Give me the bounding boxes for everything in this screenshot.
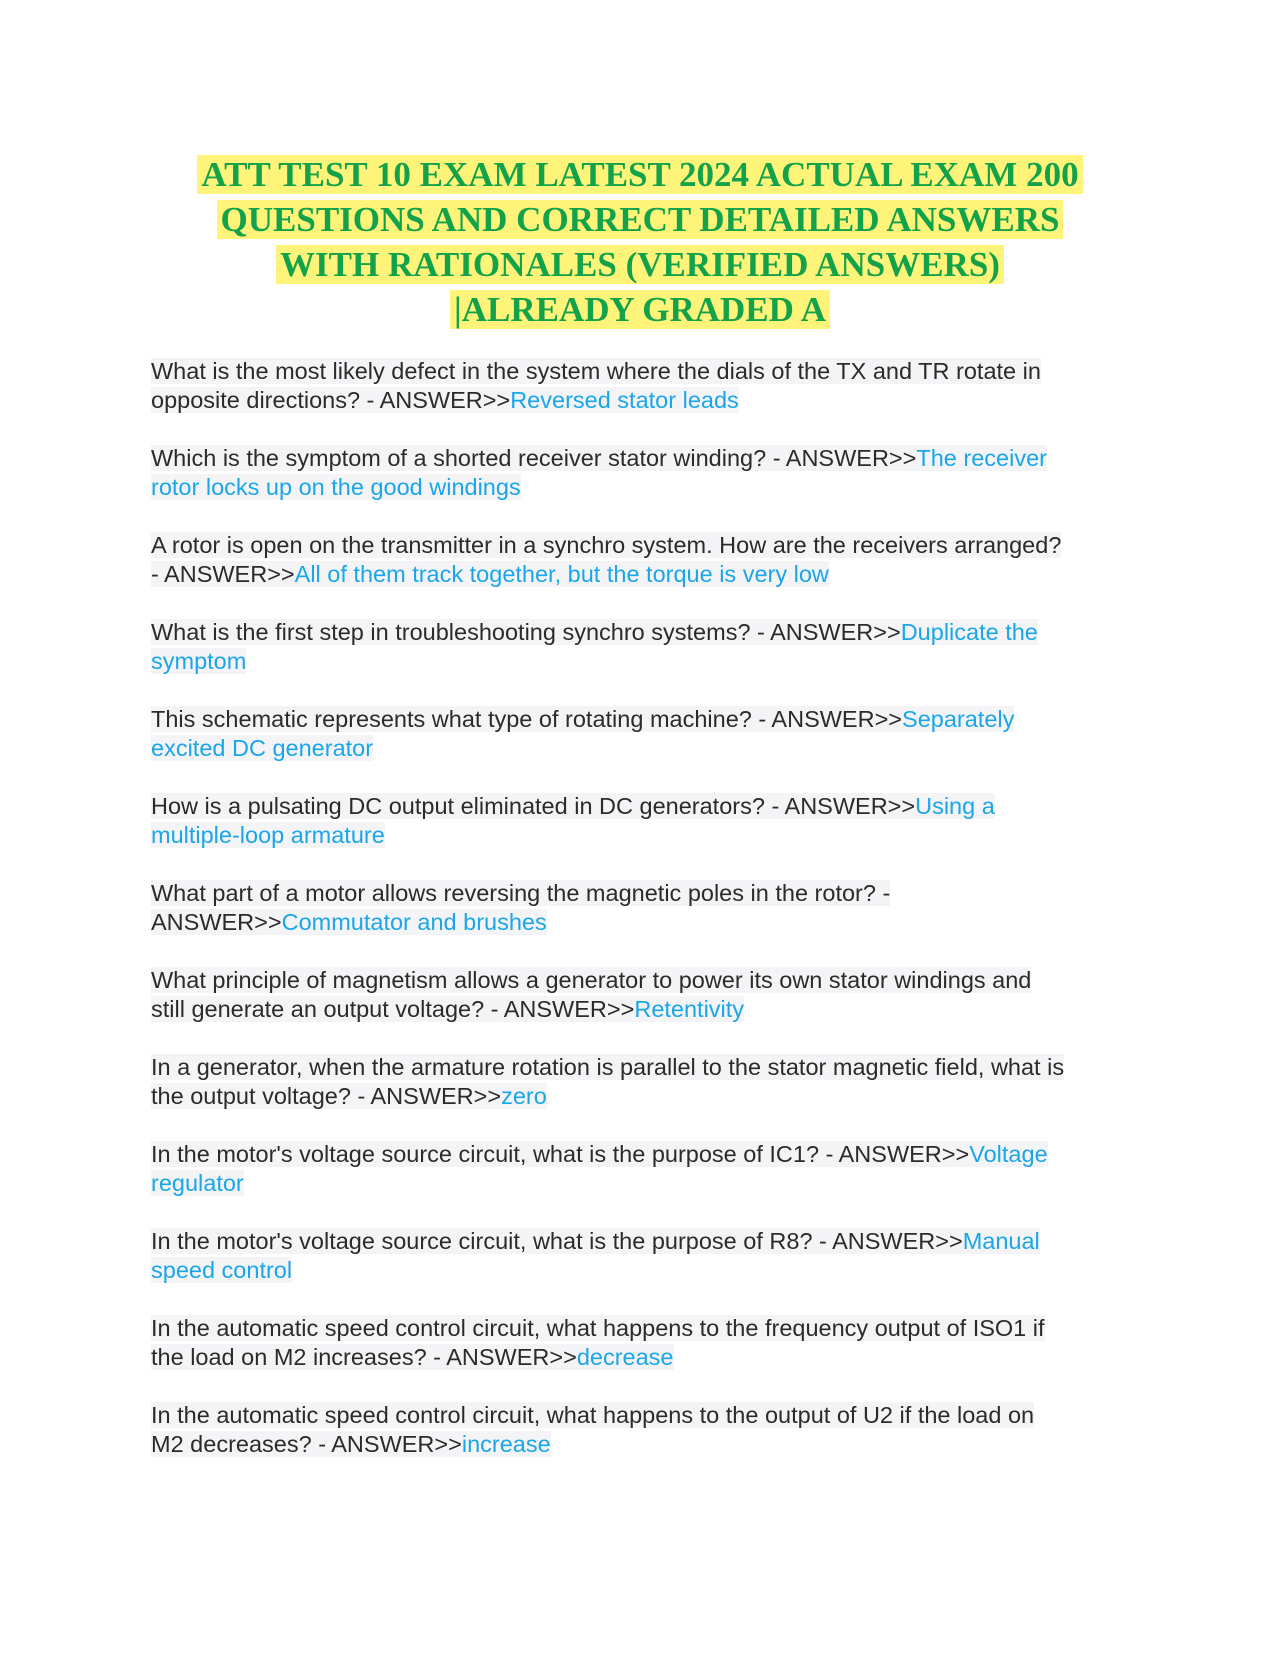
- qa-item: [151, 879, 1141, 937]
- qa-line: [151, 473, 1141, 502]
- qa-line-text: [151, 996, 744, 1022]
- qa-item: [151, 1314, 1141, 1372]
- question-text: the load on M2 increases? - ANSWER>>: [151, 1344, 577, 1370]
- qa-item: [151, 1140, 1141, 1198]
- question-text: This schematic represents what type of rotating machine? - ANSWER>>: [151, 706, 903, 732]
- question-text: In the motor's voltage source circuit, what is the purpose of IC1? - ANSWER>>: [151, 1141, 970, 1167]
- title-line: WITH RATIONALES (VERIFIED ANSWERS): [120, 242, 1160, 287]
- qa-line: [151, 1169, 1141, 1198]
- qa-line-text: [151, 909, 547, 935]
- document-title: [120, 152, 1160, 332]
- qa-line: [151, 1314, 1141, 1343]
- qa-line: [151, 618, 1141, 647]
- qa-item: [151, 531, 1141, 589]
- answer-text: The receiver: [916, 445, 1047, 471]
- qa-line-text: [151, 735, 373, 761]
- answer-text: Separately: [902, 706, 1015, 732]
- qa-line-text: [151, 793, 995, 819]
- qa-line: [151, 705, 1141, 734]
- question-text: M2 decreases? - ANSWER>>: [151, 1431, 462, 1457]
- qa-line: [151, 560, 1141, 589]
- qa-line: [151, 1401, 1141, 1430]
- qa-line: [151, 1140, 1141, 1169]
- question-text: What principle of magnetism allows a generator to power its own stator windings and: [151, 967, 1032, 993]
- qa-line-text: [151, 1402, 1034, 1428]
- qa-line-text: [151, 1083, 547, 1109]
- question-text: Which is the symptom of a shorted receiver stator winding? - ANSWER>>: [151, 445, 917, 471]
- qa-line: [151, 879, 1141, 908]
- qa-item: [151, 966, 1141, 1024]
- answer-text: decrease: [576, 1344, 674, 1370]
- qa-item: [151, 1053, 1141, 1111]
- qa-line: [151, 1343, 1141, 1372]
- qa-line: [151, 1053, 1141, 1082]
- question-text: What is the most likely defect in the system where the dials of the TX and TR rotate in: [151, 358, 1041, 384]
- answer-text: zero: [501, 1083, 547, 1109]
- answer-text: Using a: [915, 793, 995, 819]
- qa-line: [151, 531, 1141, 560]
- qa-line-text: [151, 1054, 1064, 1080]
- qa-line-text: [151, 706, 1014, 732]
- question-text: In a generator, when the armature rotation is parallel to the stator magnetic field, what is: [151, 1054, 1065, 1080]
- answer-text: Commutator and brushes: [281, 909, 547, 935]
- qa-line: [151, 1082, 1141, 1111]
- qa-line-text: [151, 967, 1031, 993]
- qa-item: [151, 444, 1141, 502]
- answer-text: symptom: [151, 648, 247, 674]
- answer-text: Retentivity: [634, 996, 745, 1022]
- title-line: QUESTIONS AND CORRECT DETAILED ANSWERS: [120, 197, 1160, 242]
- question-text: - ANSWER>>: [151, 561, 295, 587]
- qa-line-text: [151, 387, 739, 413]
- qa-line-text: [151, 445, 1047, 471]
- qa-item: [151, 792, 1141, 850]
- qa-line: [151, 444, 1141, 473]
- question-text: A rotor is open on the transmitter in a synchro system. How are the receivers arranged?: [151, 532, 1062, 558]
- qa-line-text: [151, 1170, 244, 1196]
- qa-line: [151, 357, 1141, 386]
- qa-line: [151, 995, 1141, 1024]
- qa-line: [151, 647, 1141, 676]
- question-text: the output voltage? - ANSWER>>: [151, 1083, 502, 1109]
- qa-line: [151, 1227, 1141, 1256]
- qa-item: [151, 1401, 1141, 1459]
- qa-line: [151, 792, 1141, 821]
- question-text: What part of a motor allows reversing the magnetic poles in the rotor? -: [151, 880, 891, 906]
- qa-item: [151, 618, 1141, 676]
- title-line: ATT TEST 10 EXAM LATEST 2024 ACTUAL EXAM 200: [120, 152, 1160, 197]
- question-text: opposite directions? - ANSWER>>: [151, 387, 511, 413]
- answer-text: speed control: [151, 1257, 293, 1283]
- qa-item: [151, 357, 1141, 415]
- qa-line-text: [151, 648, 246, 674]
- qa-line-text: [151, 822, 385, 848]
- qa-line: [151, 734, 1141, 763]
- answer-text: Duplicate the: [900, 619, 1038, 645]
- answer-text: Voltage: [969, 1141, 1048, 1167]
- qa-line-text: [151, 1141, 1048, 1167]
- answer-text: Reversed stator leads: [510, 387, 739, 413]
- qa-line-text: [151, 619, 1038, 645]
- qa-line: [151, 386, 1141, 415]
- title-line: |ALREADY GRADED A: [120, 287, 1160, 332]
- answer-text: multiple-loop armature: [151, 822, 385, 848]
- question-text: ANSWER>>: [151, 909, 282, 935]
- qa-line-text: [151, 561, 829, 587]
- question-text: What is the first step in troubleshooting synchro systems? - ANSWER>>: [151, 619, 901, 645]
- qa-line-text: [151, 358, 1041, 384]
- qa-line-text: [151, 1315, 1045, 1341]
- qa-line-text: [151, 1228, 1040, 1254]
- question-text: In the automatic speed control circuit, what happens to the output of U2 if the load on: [151, 1402, 1035, 1428]
- question-text: In the motor's voltage source circuit, what is the purpose of R8? - ANSWER>>: [151, 1228, 963, 1254]
- answer-text: rotor locks up on the good windings: [151, 474, 521, 500]
- question-text: In the automatic speed control circuit, what happens to the frequency output of ISO1 if: [151, 1315, 1045, 1341]
- question-text: still generate an output voltage? - ANSWER>>: [151, 996, 635, 1022]
- answer-text: excited DC generator: [151, 735, 374, 761]
- answer-text: increase: [461, 1431, 551, 1457]
- qa-line: [151, 821, 1141, 850]
- qa-item: [151, 705, 1141, 763]
- qa-item: [151, 1227, 1141, 1285]
- qa-line-text: [151, 532, 1061, 558]
- qa-line-text: [151, 880, 890, 906]
- qa-line-text: [151, 1344, 674, 1370]
- qa-line: [151, 1256, 1141, 1285]
- qa-line-text: [151, 1257, 292, 1283]
- qa-line-text: [151, 1431, 551, 1457]
- qa-list: [151, 357, 1141, 1488]
- qa-line: [151, 908, 1141, 937]
- qa-line: [151, 966, 1141, 995]
- answer-text: regulator: [151, 1170, 244, 1196]
- answer-text: All of them track together, but the torque is very low: [294, 561, 829, 587]
- question-text: How is a pulsating DC output eliminated in DC generators? - ANSWER>>: [151, 793, 916, 819]
- qa-line: [151, 1430, 1141, 1459]
- qa-line-text: [151, 474, 521, 500]
- answer-text: Manual: [962, 1228, 1040, 1254]
